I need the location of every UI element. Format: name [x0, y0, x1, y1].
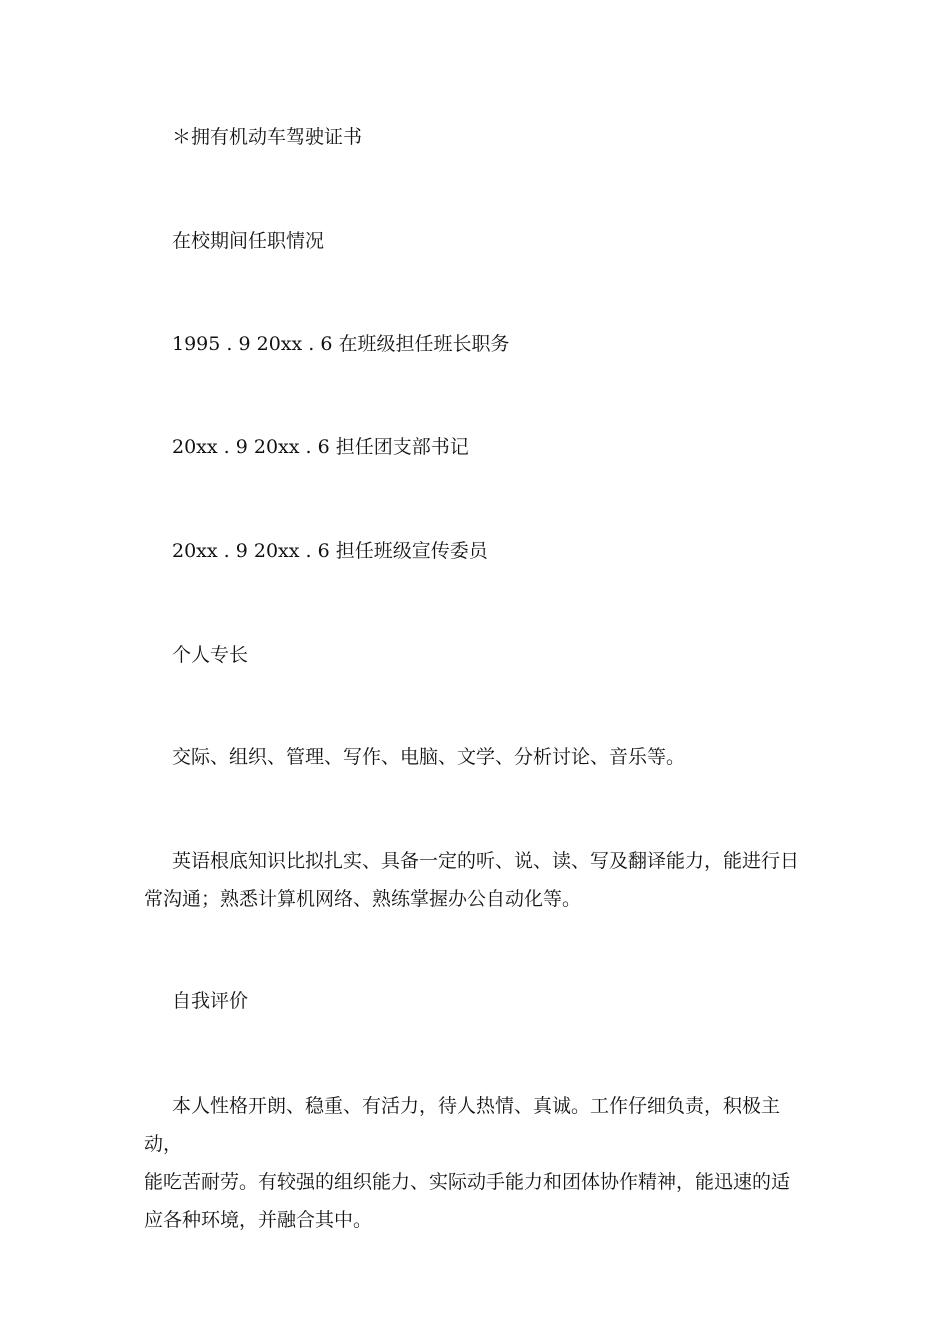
position-line-3: 20xx . 9 20xx . 6 担任班级宣传委员 [172, 540, 488, 562]
driver-license-line: ＊拥有机动车驾驶证书 [172, 126, 363, 148]
positions-heading: 在校期间任职情况 [172, 230, 325, 252]
self-evaluation-paragraph: 本人性格开朗、稳重、有活力，待人热情、真诚。工作仔细负责，积极主动， 能吃苦耐劳。有较强的组织能力、实际动手能力和团体协作精神，能迅速的适 应各种环境，并融合其中。 [144, 1095, 791, 1231]
self-evaluation-heading: 自我评价 [172, 990, 249, 1012]
position-line-1: 1995 . 9 20xx . 6 在班级担任班长职务 [172, 333, 510, 355]
skills-heading: 个人专长 [172, 644, 249, 666]
position-line-2: 20xx . 9 20xx . 6 担任团支部书记 [172, 436, 469, 458]
language-computer-paragraph: 英语根底知识比拟扎实、具备一定的听、说、读、写及翻译能力，能进行日 常沟通；熟悉计算机网络、熟练掌握办公自动化等。 [144, 850, 800, 910]
skills-list: 交际、组织、管理、写作、电脑、文学、分析讨论、音乐等。 [172, 746, 686, 768]
